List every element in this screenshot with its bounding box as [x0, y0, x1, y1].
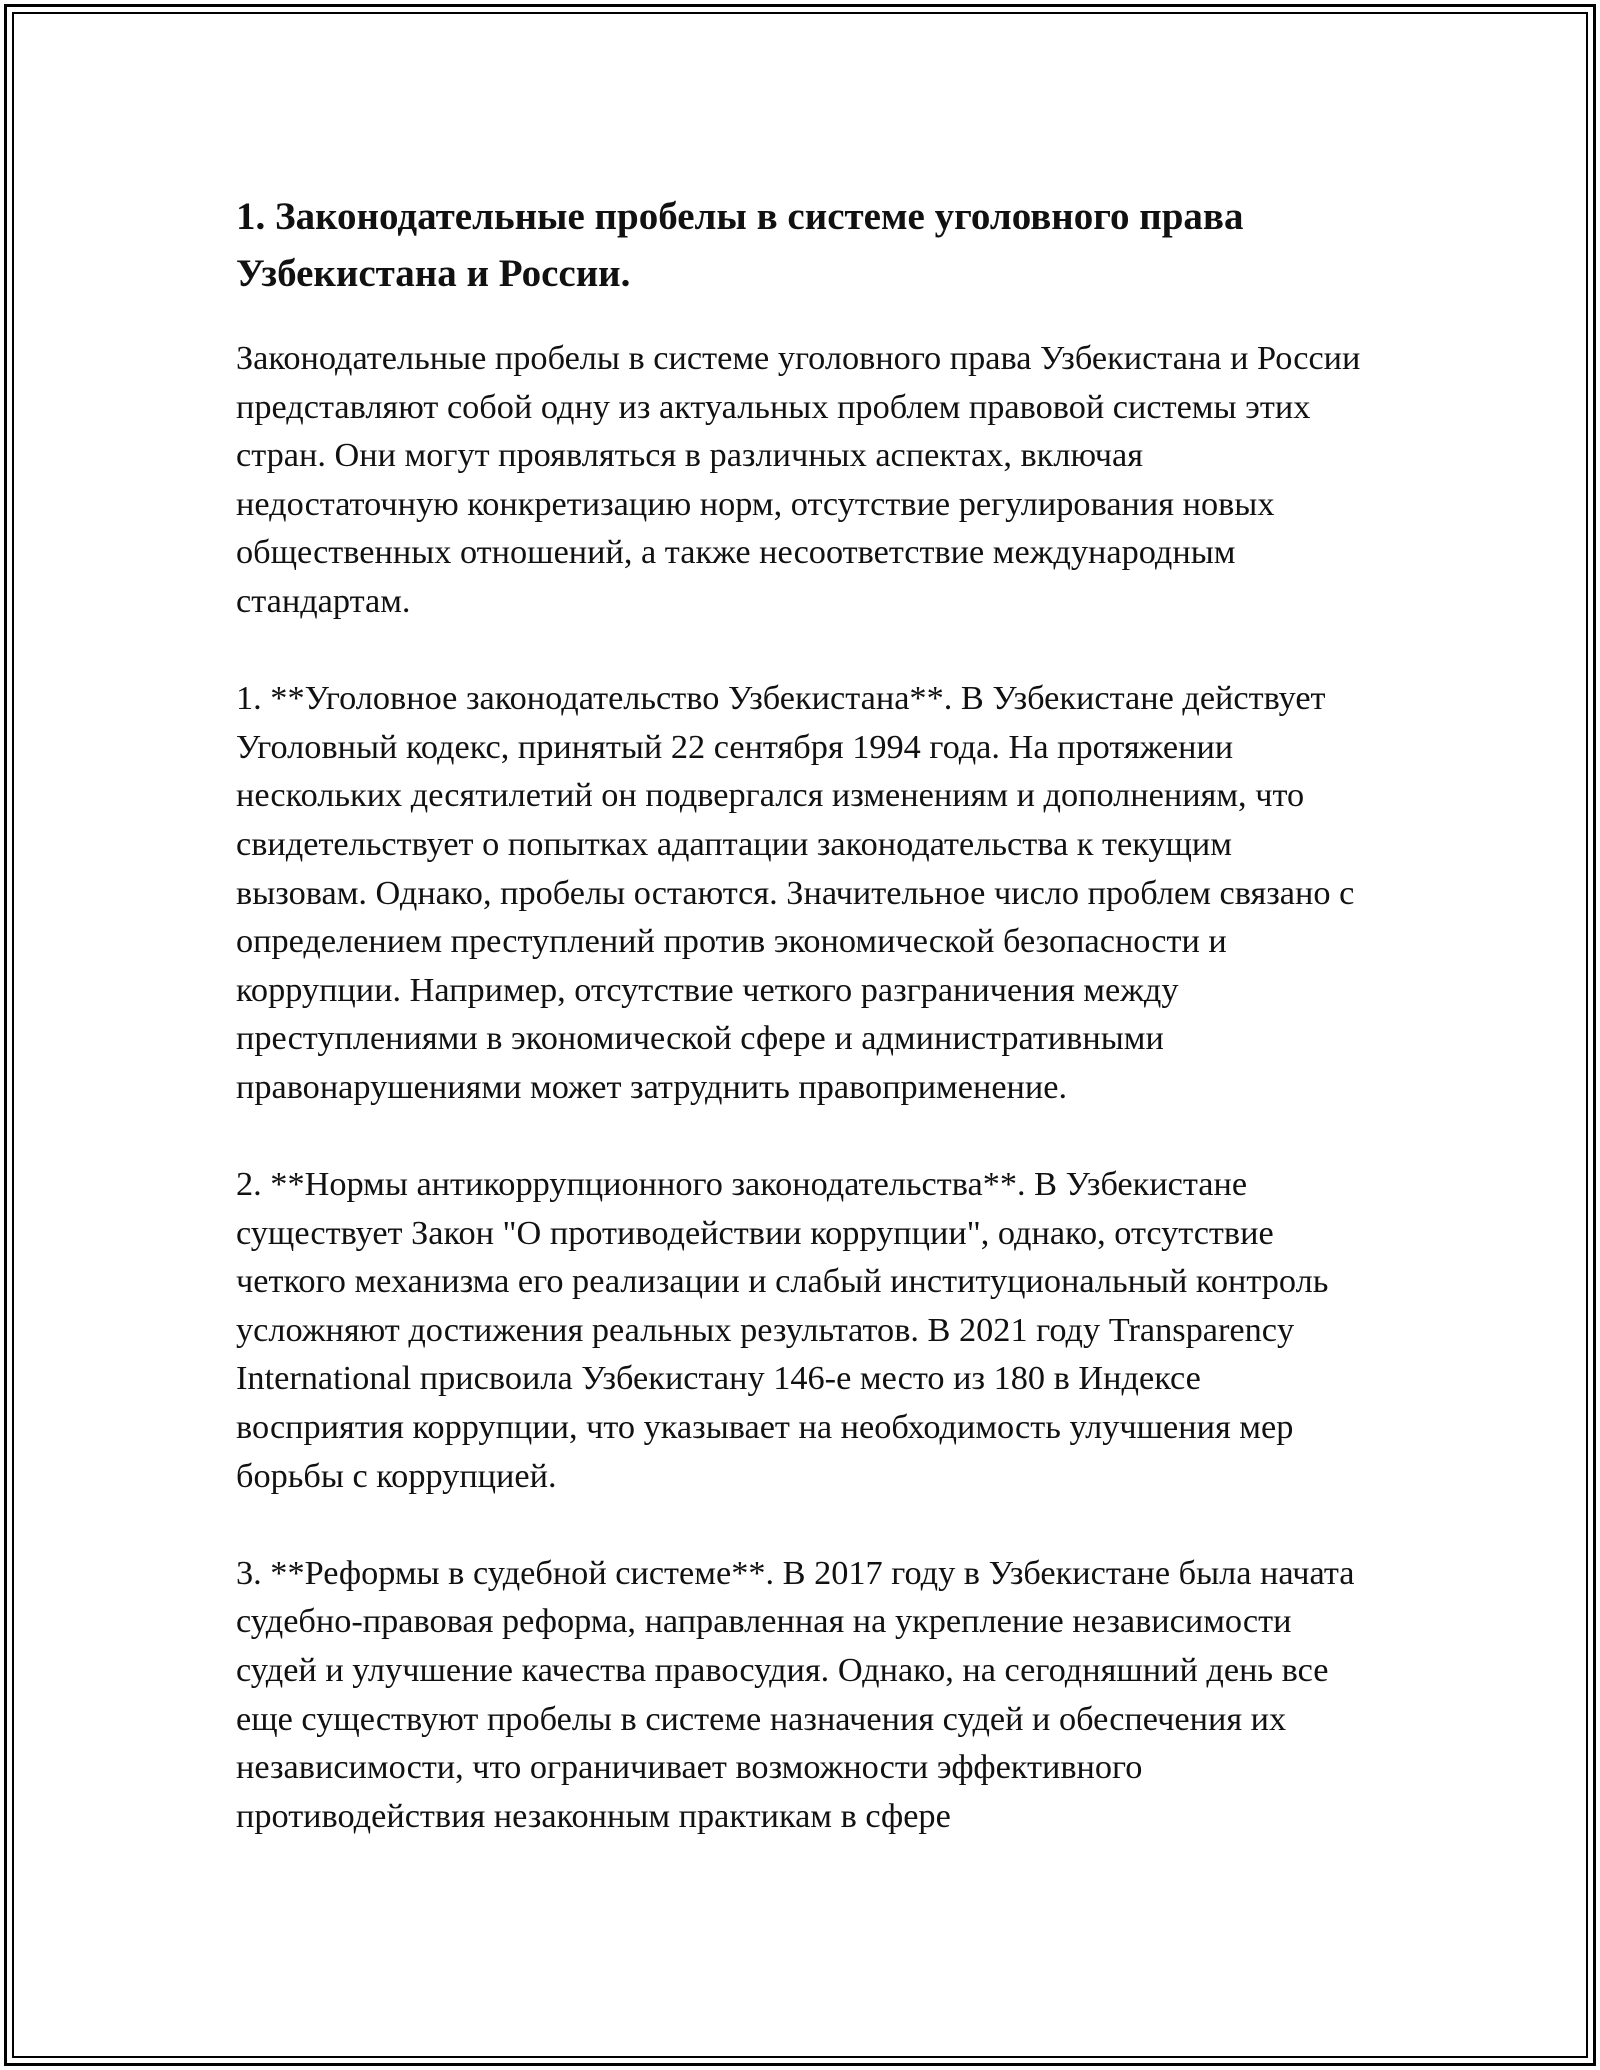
paragraph-anticorruption: 2. **Нормы антикоррупционного законодательства**. В Узбекистане существует Закон "О противодействии коррупции", однако, отсутствие четкого механизма его реализации и слабый институциональный контроль усложняют достижения реальных результатов. В 2021 году Transparency International присвоила Узбекистану 146-е место из 180 в Индексе восприятия коррупции, что указывает на необходимость улучшения мер борьбы с коррупцией.: [236, 1165, 1329, 1495]
paragraph-criminal-code: 1. **Уголовное законодательство Узбекистана**. В Узбекистане действует Уголовный кодекс, принятый 22 сентября 1994 года. На протяжении нескольких десятилетий он подвергался изменениям и дополнениям, что свидетельствует о попытках адаптации законодательства к текущим вызовам. Однако, пробелы остаются. Значительное число проблем связано с определением преступлений против экономической безопасности и коррупции. Например, отсутствие четкого разграничения между преступлениями в экономической сфере и административными правонарушениями может затруднить правоприменение.: [236, 679, 1355, 1106]
document-page: [236, 188, 1364, 1840]
paragraph-spacer: [236, 626, 1364, 675]
paragraph-judicial-reform: 3. **Реформы в судебной системе**. В 2017 году в Узбекистане была начата судебно-правовая реформа, направленная на укрепление независимости судей и улучшение качества правосудия. Однако, на сегодняшний день все еще существуют пробелы в системе назначения судей и обеспечения их независимости, что ограничивает возможности эффективного противодействия незаконным практикам в сфере: [236, 1553, 1355, 1835]
section-heading: 1. Законодательные пробелы в системе уголовного права Узбекистана и России.: [236, 195, 1244, 295]
paragraph-spacer: [236, 1112, 1364, 1161]
intro-paragraph: Законодательные пробелы в системе уголовного права Узбекистана и России представляют собой одну из актуальных проблем правовой системы этих стран. Они могут проявляться в различных аспектах, включая недостаточную конкретизацию норм, отсутствие регулирования новых общественных отношений, а также несоответствие международным стандартам.: [236, 339, 1361, 620]
paragraph-spacer: [236, 1500, 1364, 1549]
